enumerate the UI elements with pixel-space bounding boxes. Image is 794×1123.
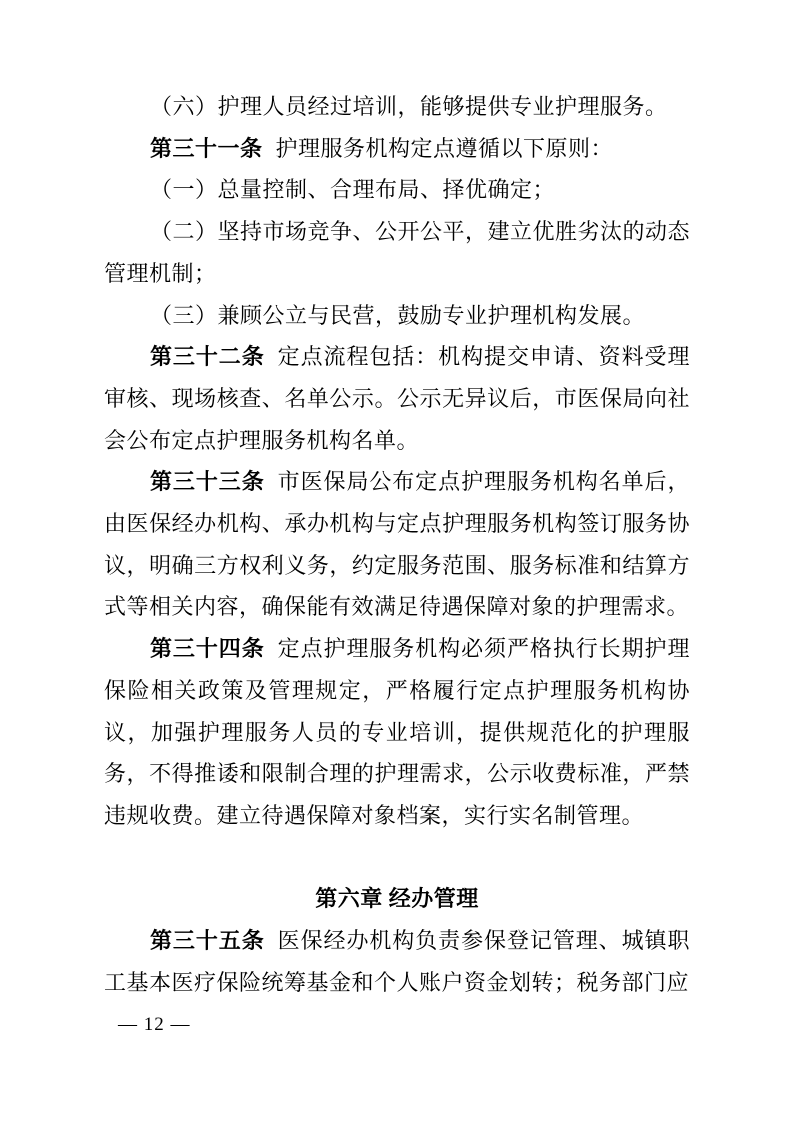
paragraph-text: （二）坚持市场竞争、公开公平，建立优胜劣汰的动态管理机制； xyxy=(104,219,691,286)
paragraph-text: （六）护理人员经过培训，能够提供专业护理服务。 xyxy=(150,94,668,119)
paragraph-text: 定点护理服务机构必须严格执行长期护理保险相关政策及管理规定，严格履行定点护理服务机构协议，加强护理服务人员的专业培训，提供规范化的护理服务，不得推诿和限制合理的护理需求，公示收费标准，严禁违规收费。建立待遇保障对象档案，实行实名制管理。 xyxy=(104,636,690,828)
document-body xyxy=(104,86,690,1003)
paragraph-text: 护理服务机构定点遵循以下原则： xyxy=(275,135,614,161)
paragraph xyxy=(104,628,690,837)
paragraph xyxy=(104,336,690,461)
paragraph-text: （一）总量控制、合理布局、择优确定； xyxy=(150,177,556,203)
paragraph xyxy=(104,295,690,337)
paragraph xyxy=(104,169,690,211)
paragraph-text: （三）兼顾公立与民营，鼓励专业护理机构发展。 xyxy=(150,302,646,328)
page-number: — 12 — xyxy=(118,1014,191,1035)
paragraph xyxy=(104,128,690,170)
article-number: 第三十三条 xyxy=(150,469,265,495)
paragraph-text: 第六章 经办管理 xyxy=(315,886,479,912)
paragraph xyxy=(104,86,690,128)
paragraph xyxy=(104,920,690,1003)
paragraph-text: 定点流程包括：机构提交申请、资料受理审核、现场核查、名单公示。公示无异议后，市医保局向社会公布定点护理服务机构名单。 xyxy=(104,344,690,453)
chapter-heading xyxy=(104,878,690,920)
article-number: 第三十二条 xyxy=(150,344,265,370)
paragraph-text: 医保经办机构负责参保登记管理、城镇职工基本医疗保险统筹基金和个人账户资金划转；税务部门应 xyxy=(104,928,690,995)
paragraph xyxy=(104,461,690,628)
paragraph-text: 市医保局公布定点护理服务机构名单后，由医保经办机构、承办机构与定点护理服务机构签订服务协议，明确三方权利义务，约定服务范围、服务标准和结算方式等相关内容，确保能有效满足待遇保障对象的护理需求。 xyxy=(104,469,690,620)
article-number: 第三十四条 xyxy=(150,636,265,662)
paragraph xyxy=(104,211,690,294)
article-number: 第三十一条 xyxy=(150,135,263,161)
article-number: 第三十五条 xyxy=(150,928,265,954)
